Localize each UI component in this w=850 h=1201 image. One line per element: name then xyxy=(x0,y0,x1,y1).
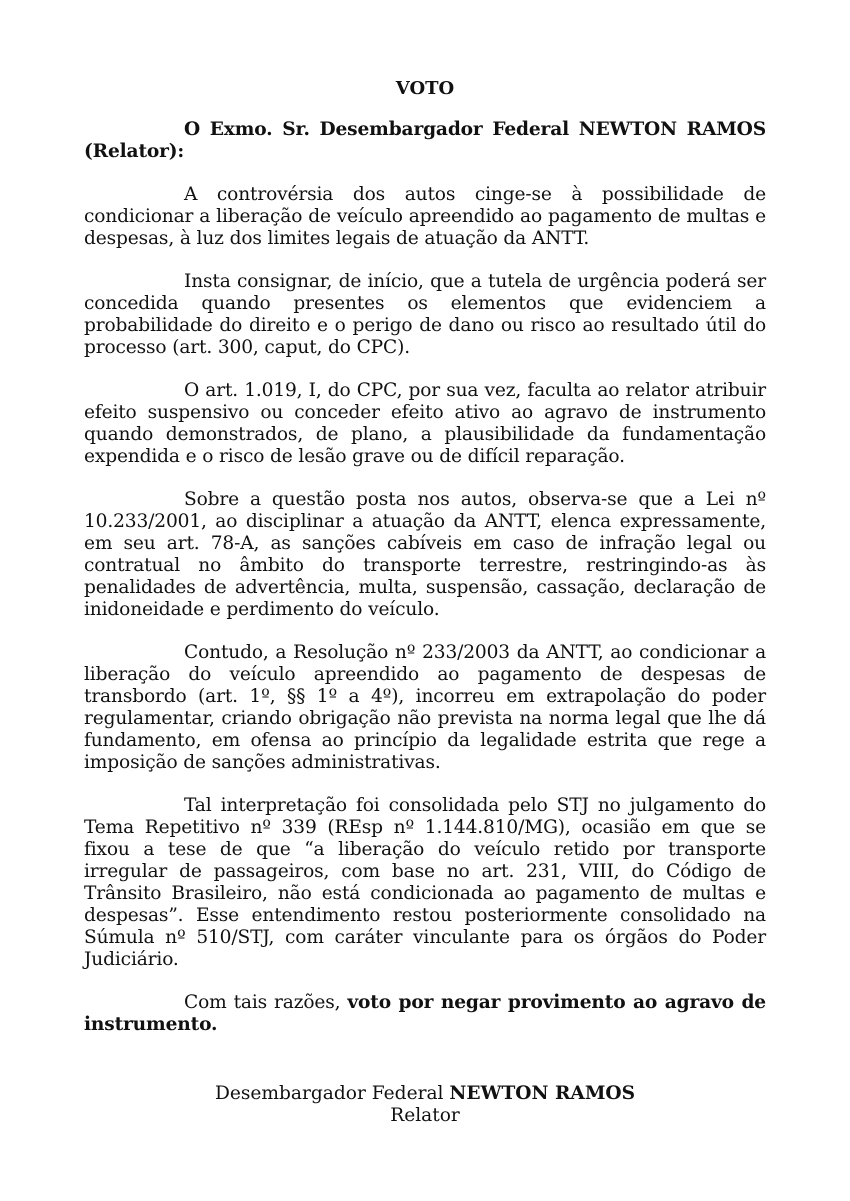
conclusion-paragraph xyxy=(84,992,766,1036)
signature-block xyxy=(0,1083,850,1127)
paragraph-6: Tal interpretação foi consolidada pelo STJ no julgamento do Tema Repetitivo nº 339 (REsp nº 1.144.810/MG), ocasião em que se fixou a tese de que “a liberação do veículo retido por transporte irregular de passageiros, com base no art. 231, VIII, do Código de Trânsito Brasileiro, não está condicionada ao pagamento de multas e despesas”. Esse entendimento restou posteriormente consolidado na Súmula nº 510/STJ, com caráter vinculante para os órgãos do Poder Judiciário. xyxy=(84,795,766,970)
conclusion-decision: voto por negar provimento ao agravo de instrumento. xyxy=(84,992,766,1035)
paragraph-3: O art. 1.019, I, do CPC, por sua vez, faculta ao relator atribuir efeito suspensivo ou conceder efeito ativo ao agravo de instrumento quando demonstrados, de plano, a plausibilidade da fundamentação expendida e o risco de lesão grave ou de difícil reparação. xyxy=(84,380,766,467)
speaker-heading xyxy=(84,119,766,163)
paragraph-4: Sobre a questão posta nos autos, observa-se que a Lei nº 10.233/2001, ao disciplinar a atuação da ANTT, elenca expressamente, em seu art. 78-A, as sanções cabíveis em caso de infração legal ou contratual no âmbito do transporte terrestre, restringindo-as às penalidades de advertência, multa, suspensão, cassação, declaração de inidoneidade e perdimento do veículo. xyxy=(84,489,766,620)
speaker-text: O Exmo. Sr. Desembargador Federal NEWTON RAMOS (Relator): xyxy=(84,119,766,162)
paragraph-1: A controvérsia dos autos cinge-se à possibilidade de condicionar a liberação de veículo apreendido ao pagamento de multas e despesas, à luz dos limites legais de atuação da ANTT. xyxy=(84,184,766,249)
paragraph-5: Contudo, a Resolução nº 233/2003 da ANTT, ao condicionar a liberação do veículo apreendido ao pagamento de despesas de transbordo (art. 1º, §§ 1º a 4º), incorreu em extrapolação do poder regulamentar, criando obrigação não prevista na norma legal que lhe dá fundamento, em ofensa ao princípio da legalidade estrita que rege a imposição de sanções administrativas. xyxy=(84,642,766,773)
signature-name: NEWTON RAMOS xyxy=(449,1083,636,1104)
document-title: VOTO xyxy=(395,78,455,99)
signature-role: Relator xyxy=(390,1105,460,1126)
signature-line xyxy=(0,1083,850,1105)
signature-role-prefix: Desembargador Federal xyxy=(214,1083,450,1104)
paragraph-2: Insta consignar, de início, que a tutela de urgência poderá ser concedida quando presentes os elementos que evidenciem a probabilidade do direito e o perigo de dano ou risco ao resultado útil do processo (art. 300, caput, do CPC). xyxy=(84,271,766,358)
document-page xyxy=(84,78,766,1057)
conclusion-prefix: Com tais razões, xyxy=(184,992,348,1013)
